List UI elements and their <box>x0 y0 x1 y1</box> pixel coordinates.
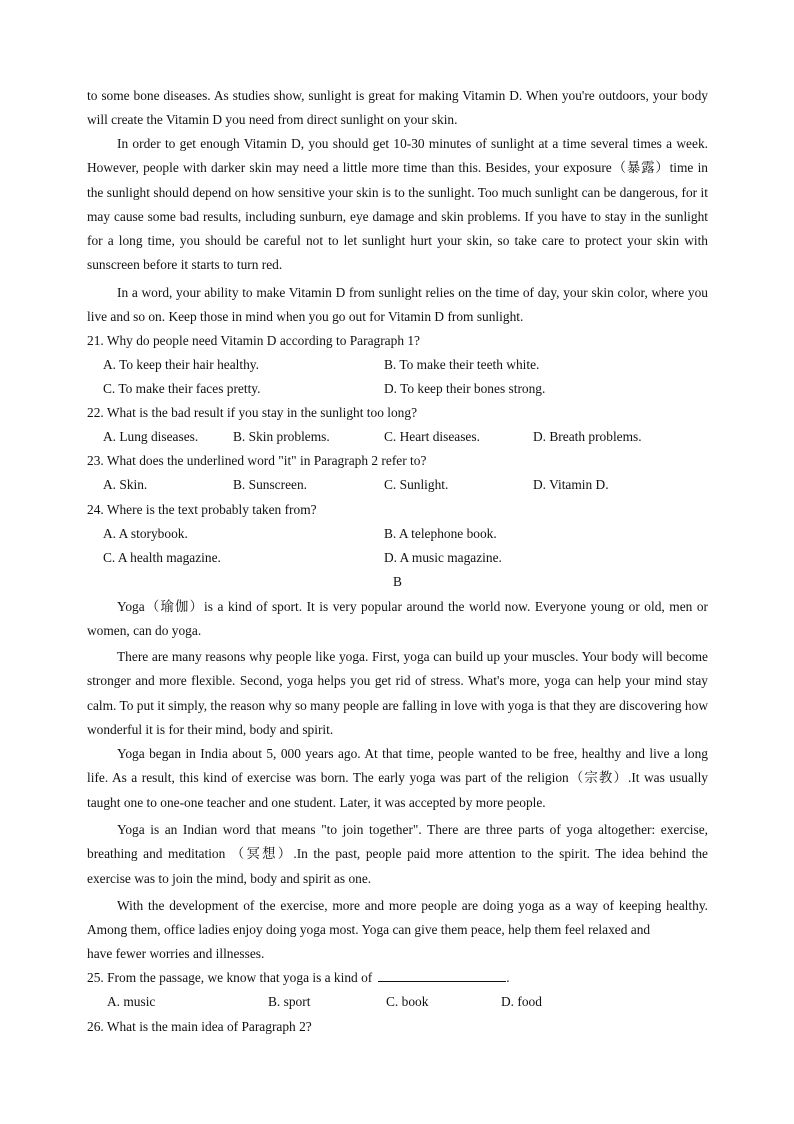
q25-stem-end: . <box>506 970 510 985</box>
q21-option-a: A. To keep their hair healthy. <box>103 357 259 372</box>
q24-option-a: A. A storybook. <box>103 526 188 541</box>
q22-option-b: B. Skin problems. <box>233 429 330 444</box>
passage-b-paragraph-2: There are many reasons why people like yoga. First, yoga can build up your muscles. Your body will become stronger and more flexible. Second, yoga helps you get rid of stress. What's more, yoga can help your mind stay calm. To put it simply, the reason why so many people are falling in love with yoga is that they are discovering how wonderful it is for their mind, body and spirit. <box>87 649 708 737</box>
q23-option-a: A. Skin. <box>103 477 148 492</box>
q23-option-d: D. Vitamin D. <box>533 477 609 492</box>
q21-option-b: B. To make their teeth white. <box>384 357 540 372</box>
q22-option-d: D. Breath problems. <box>533 429 642 444</box>
section-b-label: B <box>393 574 402 589</box>
q23-option-b: B. Sunscreen. <box>233 477 308 492</box>
q25-option-a: A. music <box>107 994 156 1009</box>
question-22: 22. What is the bad result if you stay in the sunlight too long? <box>87 405 418 420</box>
question-25 <box>87 966 708 990</box>
passage-b-paragraph-5: With the development of the exercise, more and more people are doing yoga as a way of keeping healthy. Among them, office ladies enjoy doing yoga most. Yoga can give them peace, help them feel relaxed and <box>87 898 708 938</box>
q25-option-c: C. book <box>386 994 429 1009</box>
q25-option-d: D. food <box>501 994 542 1009</box>
q24-option-b: B. A telephone book. <box>384 526 497 541</box>
q24-option-d: D. A music magazine. <box>384 550 502 565</box>
q25-answer-blank <box>378 967 506 982</box>
q21-option-d: D. To keep their bones strong. <box>384 381 546 396</box>
question-26: 26. What is the main idea of Paragraph 2? <box>87 1019 312 1034</box>
q22-option-a: A. Lung diseases. <box>103 429 199 444</box>
q24-option-c: C. A health magazine. <box>103 550 221 565</box>
passage-a-paragraph-2: In a word, your ability to make Vitamin D from sunlight relies on the time of day, your skin color, where you live and so on. Keep those in mind when you go out for Vitamin D from sunlight. <box>87 285 708 325</box>
q25-stem: 25. From the passage, we know that yoga is a kind of <box>87 970 373 985</box>
q25-option-b: B. sport <box>268 994 311 1009</box>
question-21: 21. Why do people need Vitamin D according to Paragraph 1? <box>87 333 420 348</box>
passage-a-paragraph-0: to some bone diseases. As studies show, sunlight is great for making Vitamin D. When you're outdoors, your body will create the Vitamin D you need from direct sunlight on your skin. <box>87 88 708 128</box>
passage-b-paragraph-3: Yoga began in India about 5, 000 years ago. At that time, people wanted to be free, healthy and live a long life. As a result, this kind of exercise was born. The early yoga was part of the religion（宗教）.It was usually taught one to one-one teacher and one student. Later, it was accepted by more people. <box>87 746 708 810</box>
passage-b-paragraph-4: Yoga is an Indian word that means "to join together". There are three parts of yoga altogether: exercise, breathing and meditation （冥想）.In the past, people paid more attention to the spirit. The idea behind the exercise was to join the mind, body and spirit as one. <box>87 822 708 886</box>
q22-option-c: C. Heart diseases. <box>384 429 480 444</box>
question-23: 23. What does the underlined word "it" in Paragraph 2 refer to? <box>87 453 427 468</box>
q23-option-c: C. Sunlight. <box>384 477 449 492</box>
q21-option-c: C. To make their faces pretty. <box>103 381 261 396</box>
question-24: 24. Where is the text probably taken from? <box>87 502 317 517</box>
passage-b-paragraph-5-end: have fewer worries and illnesses. <box>87 946 265 961</box>
passage-b-paragraph-1: Yoga（瑜伽）is a kind of sport. It is very popular around the world now. Everyone young or old, men or women, can do yoga. <box>87 599 708 639</box>
passage-a-paragraph-1: In order to get enough Vitamin D, you should get 10-30 minutes of sunlight at a time several times a week. However, people with darker skin may need a little more time than this. Besides, your exposure（暴露）time in the sunlight should depend on how sensitive your skin is to the sunlight. Too much sunlight can be dangerous, for it may cause some bad results, including sunburn, eye damage and skin problems. If you have to stay in the sunlight for a long time, you should be careful not to let sunlight hurt your skin, so take care to protect your skin with sunscreen before it starts to turn red. <box>87 136 708 273</box>
